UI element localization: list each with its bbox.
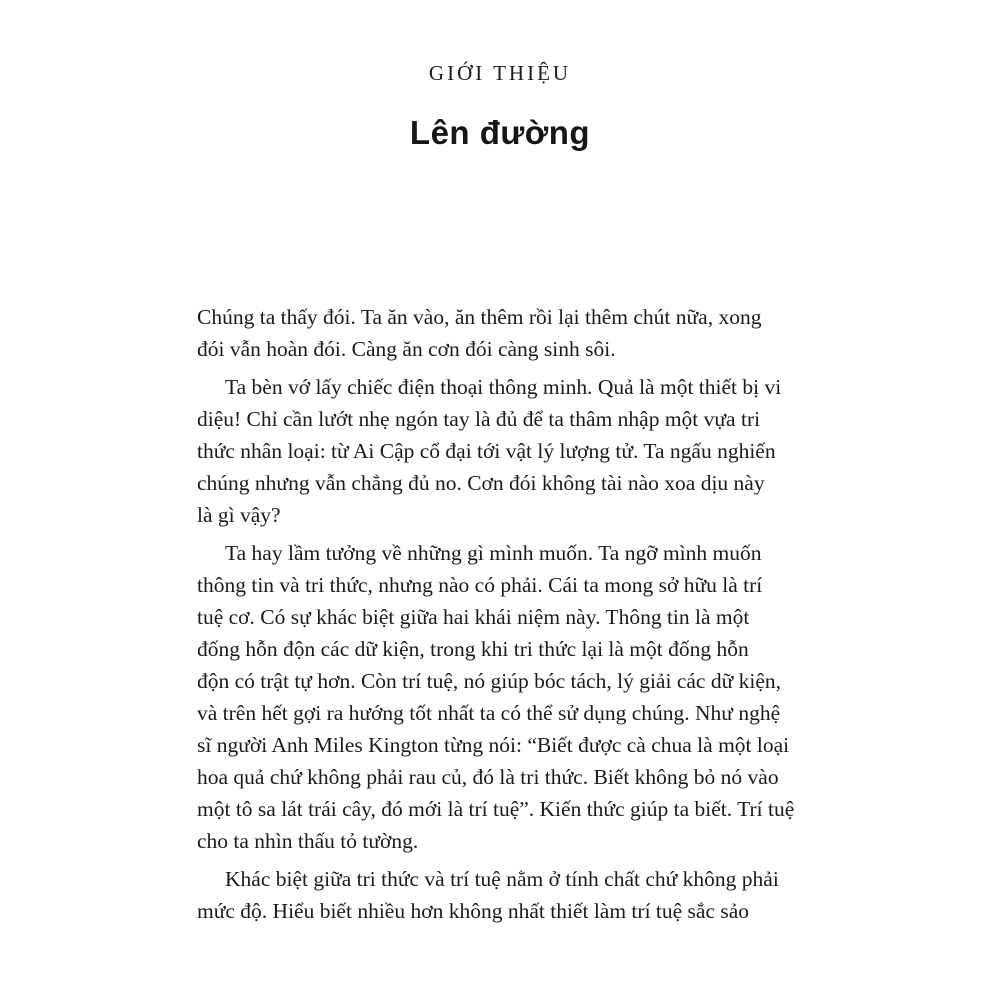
text-line: Khác biệt giữa tri thức và trí tuệ nằm ở tính chất chứ không phải	[225, 867, 779, 891]
text-line: chúng nhưng vẫn chẳng đủ no. Cơn đói không tài nào xoa dịu này	[197, 471, 765, 495]
text-line: một tô sa lát trái cây, đó mới là trí tuệ”. Kiến thức giúp ta biết. Trí tuệ	[197, 797, 795, 821]
text-line: cho ta nhìn thấu tỏ tường.	[197, 829, 419, 853]
section-kicker: GIỚI THIỆU	[428, 61, 572, 85]
text-line: diệu! Chỉ cần lướt nhẹ ngón tay là đủ để ta thâm nhập một vựa tri	[197, 407, 761, 431]
text-line: Ta bèn vớ lấy chiếc điện thoại thông minh. Quả là một thiết bị vi	[225, 375, 782, 399]
text-line: mức độ. Hiểu biết nhiều hơn không nhất thiết làm trí tuệ sắc sảo	[197, 899, 750, 923]
paragraph	[197, 301, 817, 365]
paragraph	[197, 371, 817, 531]
body-text	[197, 301, 817, 927]
text-line: tuệ cơ. Có sự khác biệt giữa hai khái niệm này. Thông tin là một	[197, 605, 750, 629]
text-line: thông tin và tri thức, nhưng nào có phải. Cái ta mong sở hữu là trí	[197, 573, 763, 597]
text-line: thức nhân loại: từ Ai Cập cổ đại tới vật lý lượng tử. Ta ngấu nghiến	[197, 439, 776, 463]
text-line: và trên hết gợi ra hướng tốt nhất ta có thể sử dụng chúng. Như nghệ	[197, 701, 781, 725]
paragraph	[197, 537, 817, 857]
text-line: đói vẫn hoàn đói. Càng ăn cơn đói càng sinh sôi.	[197, 337, 616, 361]
paragraph	[197, 863, 817, 927]
text-line: Ta hay lầm tưởng về những gì mình muốn. Ta ngỡ mình muốn	[225, 541, 762, 565]
text-line: sĩ người Anh Miles Kington từng nói: “Biết được cà chua là một loại	[197, 733, 790, 757]
text-line: hoa quả chứ không phải rau củ, đó là tri thức. Biết không bỏ nó vào	[197, 765, 779, 789]
text-line: là gì vậy?	[197, 503, 281, 527]
text-line: độn có trật tự hơn. Còn trí tuệ, nó giúp bóc tách, lý giải các dữ kiện,	[197, 669, 781, 693]
text-line: đống hỗn độn các dữ kiện, trong khi tri thức lại là một đống hỗn	[197, 637, 749, 661]
chapter-title: Lên đường	[409, 114, 591, 151]
text-line: Chúng ta thấy đói. Ta ăn vào, ăn thêm rồi lại thêm chút nữa, xong	[197, 305, 762, 329]
